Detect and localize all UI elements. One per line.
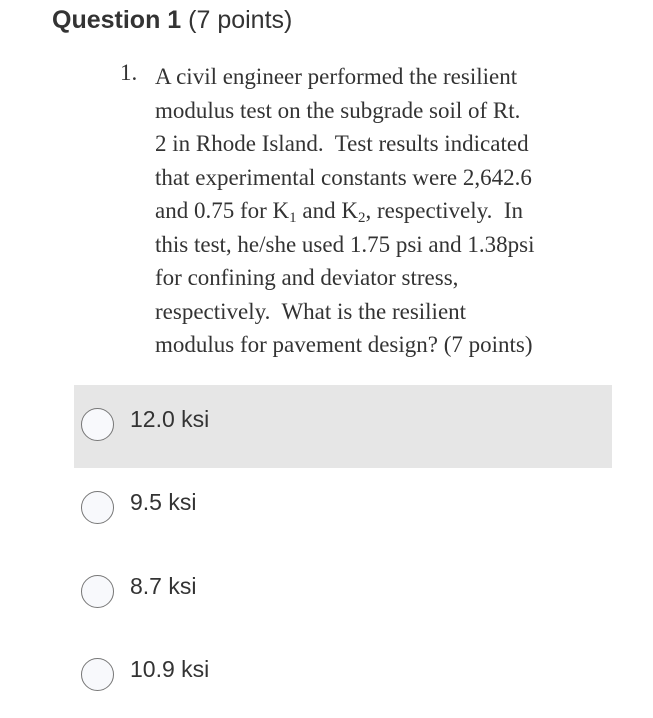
option-label[interactable]: 12.0 ksi bbox=[130, 406, 210, 432]
text-segment: and K bbox=[296, 198, 358, 223]
question-line: modulus test on the subgrade soil of Rt. bbox=[155, 97, 521, 123]
radio-button[interactable] bbox=[81, 491, 114, 524]
option-label[interactable]: 9.5 ksi bbox=[130, 489, 197, 515]
radio-button[interactable] bbox=[81, 575, 114, 608]
text-segment: , respectively. In bbox=[365, 198, 523, 223]
subscript: 2 bbox=[357, 210, 366, 226]
question-line: modulus for pavement design? (7 points) bbox=[155, 332, 533, 357]
question-label: Question 1 bbox=[52, 6, 182, 34]
question-text bbox=[155, 60, 625, 362]
question-line: 2 in Rhode Island. Test results indicated bbox=[155, 131, 529, 156]
question-line: that experimental constants were 2,642.6 bbox=[155, 164, 532, 190]
question-points: (7 points) bbox=[188, 6, 293, 34]
question-line bbox=[155, 194, 625, 228]
option-label[interactable]: 8.7 ksi bbox=[130, 573, 197, 599]
question-line: for confining and deviator stress, bbox=[155, 265, 459, 290]
radio-button[interactable] bbox=[81, 658, 114, 691]
answer-option[interactable] bbox=[74, 552, 612, 635]
question-title bbox=[52, 6, 292, 35]
question-line: this test, he/she used 1.75 psi and 1.38psi bbox=[155, 231, 535, 257]
radio-button[interactable] bbox=[81, 408, 114, 441]
question-line: A civil engineer performed the resilient bbox=[155, 64, 518, 89]
answer-option[interactable] bbox=[74, 468, 612, 551]
answer-option[interactable] bbox=[74, 385, 612, 468]
option-label[interactable]: 10.9 ksi bbox=[130, 656, 210, 682]
subscript: 1 bbox=[289, 210, 297, 226]
question-line: respectively. What is the resilient bbox=[155, 298, 467, 324]
question-number: 1. bbox=[120, 60, 138, 85]
answer-option[interactable] bbox=[74, 635, 612, 718]
text-segment: and 0.75 for K bbox=[155, 198, 290, 223]
